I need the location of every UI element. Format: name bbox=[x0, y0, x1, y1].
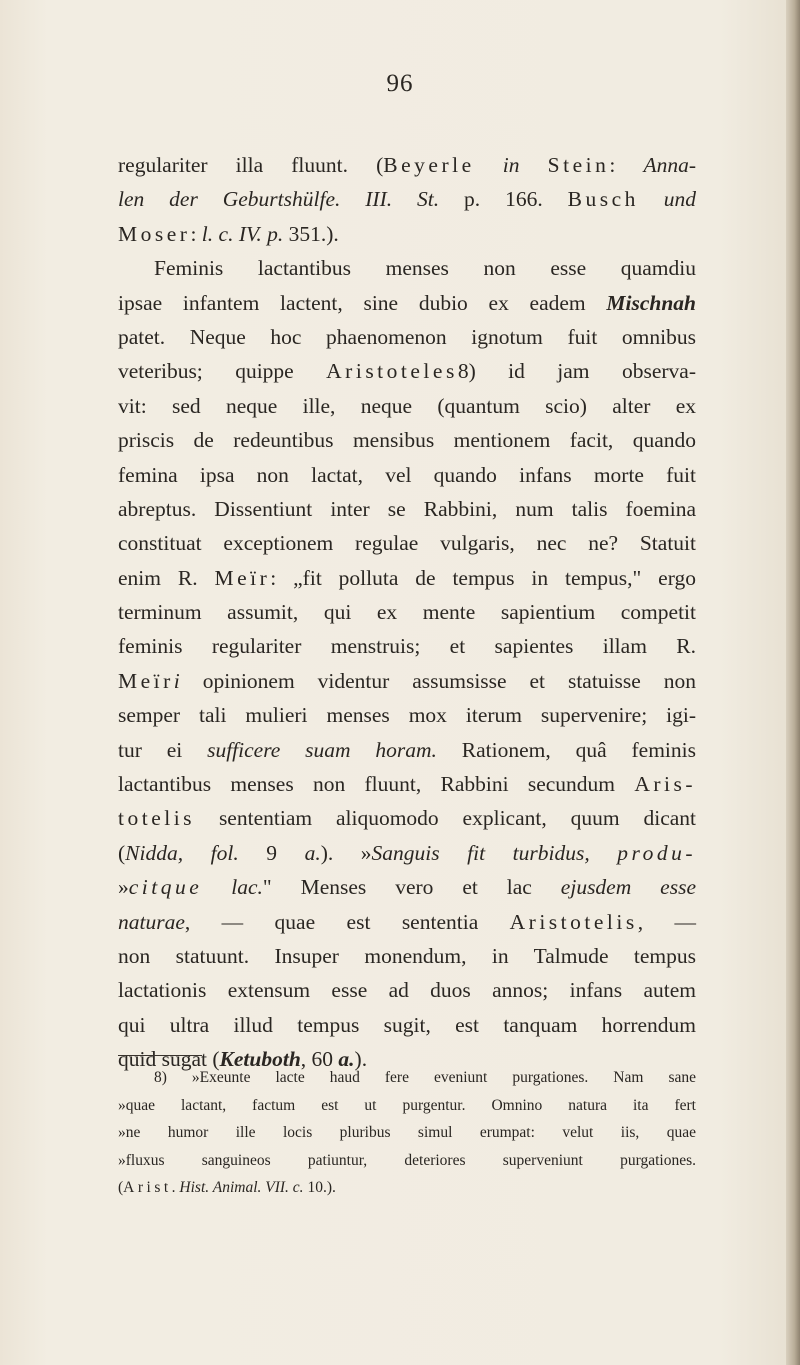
text-line-10: femina ipsa non lactat, vel quando infans morte fuit bbox=[118, 462, 696, 487]
page-number: 96 bbox=[386, 70, 414, 97]
text-line-25: lactationis extensum esse ad duos annos; infans autem bbox=[118, 978, 696, 1003]
text-line-4: Feminis lactantibus menses non esse quamdiu bbox=[154, 256, 696, 281]
footnote-line-3: »ne humor ille locis pluribus simul erumpat: velut iis, quae bbox=[118, 1124, 696, 1141]
footnote-line-4: »fluxus sanguineos patiuntur, deteriores superveniunt purgationes. bbox=[118, 1151, 696, 1169]
text-line-7: veteribus; quippe Aristoteles8) id jam observa- bbox=[118, 359, 696, 384]
footnote-line-5: (Arist. Hist. Animal. VII. c. 10.). bbox=[118, 1179, 336, 1196]
text-line-9: priscis de redeuntibus mensibus mentionem facit, quando bbox=[118, 428, 696, 453]
text-line-21: (Nidda, fol. 9 a.). »Sanguis fit turbidus, produ- bbox=[118, 840, 696, 865]
text-line-19: lactantibus menses non fluunt, Rabbini secundum Aris- bbox=[118, 772, 696, 797]
footnote bbox=[118, 1064, 696, 1202]
page-edge-shadow bbox=[786, 0, 800, 1365]
text-line-5: ipsae infantem lactent, sine dubio ex eadem Mischnah bbox=[118, 290, 696, 315]
footnote-line-2: »quae lactant, factum est ut purgentur. Omnino natura ita fert bbox=[118, 1096, 696, 1114]
text-line-11: abreptus. Dissentiunt inter se Rabbini, num talis foemina bbox=[118, 496, 696, 521]
footnote-divider bbox=[118, 1055, 202, 1056]
text-line-26: qui ultra illud tempus sugit, est tanquam horrendum bbox=[118, 1012, 696, 1037]
text-line-18: tur ei sufficere suam horam. Rationem, quâ feminis bbox=[118, 737, 696, 762]
text-line-13: enim R. Meïr: „fit polluta de tempus in tempus," ergo bbox=[118, 565, 696, 590]
text-line-15: feminis regulariter menstruis; et sapientes illam R. bbox=[118, 634, 696, 659]
text-line-17: semper tali mulieri menses mox iterum supervenire; igi- bbox=[118, 703, 696, 728]
text-line-24: non statuunt. Insuper monendum, in Talmude tempus bbox=[118, 943, 696, 968]
text-line-20: totelis sententiam aliquomodo explicant, quum dicant bbox=[118, 806, 696, 831]
text-line-1: regulariter illa fluunt. (Beyerle in Stein: Anna- bbox=[118, 153, 697, 177]
text-line-3: Moser: l. c. IV. p. 351.). bbox=[118, 221, 339, 246]
text-line-8: vit: sed neque ille, neque (quantum scio) alter ex bbox=[118, 393, 696, 418]
text-line-2: len der Geburtshülfe. III. St. p. 166. Busch und bbox=[118, 187, 697, 212]
text-line-23: naturae, — quae est sententia Aristotelis, — bbox=[118, 909, 697, 934]
text-line-14: terminum assumit, qui ex mente sapientium competit bbox=[118, 600, 696, 625]
text-line-27: quid sugat (Ketuboth, 60 a.). bbox=[118, 1047, 368, 1072]
text-line-22: »citque lac." Menses vero et lac ejusdem esse bbox=[118, 875, 696, 900]
main-text bbox=[118, 148, 696, 1077]
footnote-line-1: 8) »Exeunte lacte haud fere eveniunt purgationes. Nam sane bbox=[154, 1069, 696, 1086]
text-line-12: constituat exceptionem regulae vulgaris, nec ne? Statuit bbox=[118, 531, 696, 556]
text-line-6: patet. Neque hoc phaenomenon ignotum fuit omnibus bbox=[118, 324, 696, 349]
text-line-16: Meïri opinionem videntur assumsisse et statuisse non bbox=[118, 668, 696, 693]
